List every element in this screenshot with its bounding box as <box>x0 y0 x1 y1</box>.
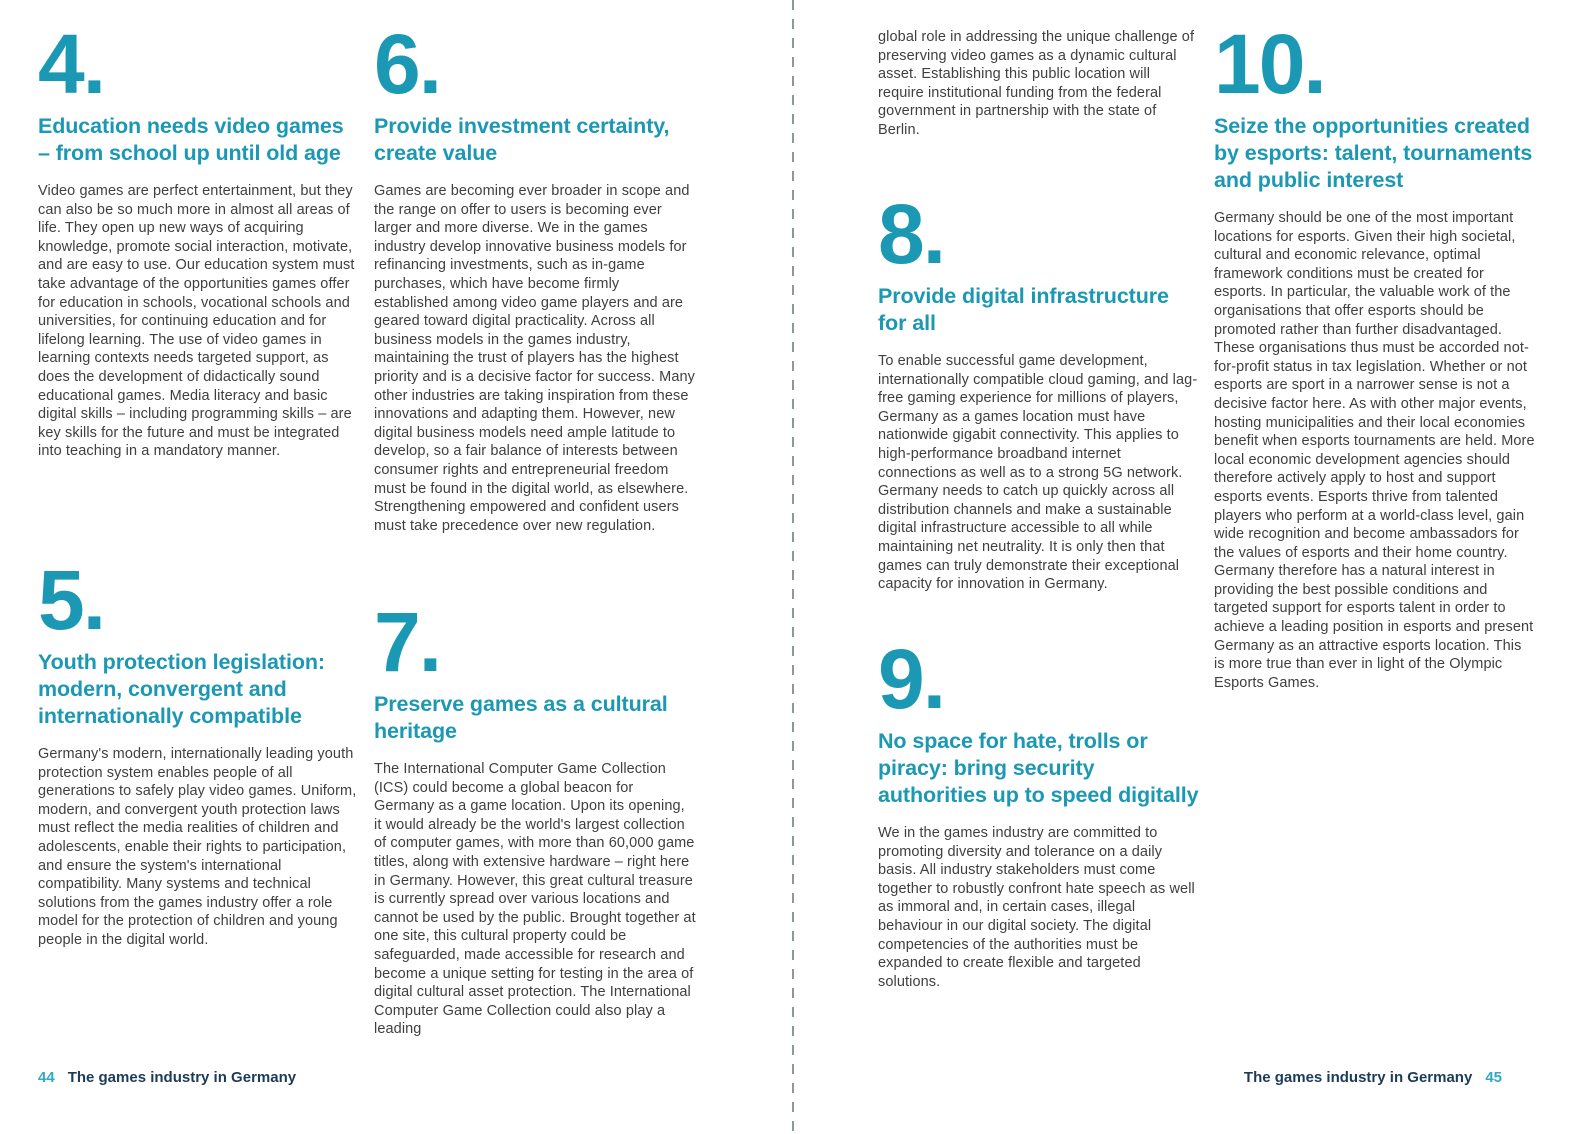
footer-title: The games industry in Germany <box>1243 1069 1473 1086</box>
section-body: Video games are perfect entertainment, but they can also be so much more in almost all areas of life. They open up new ways of acquiring knowledge, promote social interaction, motivate, and are easy to use. Our education system must take advantage of the opportunities games offer for education in schools, vocational schools and universities, for continuing education and for lifelong learning. The use of video games in learning contexts needs targeted support, as does the development of didactically sound educational games. Media literacy and basic digital skills – including programming skills – are key skills for the future and must be integrated into teaching in a mandatory manner. <box>38 183 355 460</box>
section-heading: Education needs video games – from school up until old age <box>38 114 344 165</box>
page-divider-dashed-line <box>792 0 794 1134</box>
section-heading: Youth protection legislation: modern, convergent and internationally compatible <box>38 650 325 728</box>
section-8 <box>878 187 1200 594</box>
footer-right <box>1244 1068 1502 1088</box>
section-9 <box>878 632 1200 991</box>
left-page-column-1 <box>38 0 360 1134</box>
section-heading: Provide investment certainty, create value <box>374 114 670 165</box>
right-page-column-1 <box>878 0 1200 1134</box>
footer-left <box>38 1068 296 1088</box>
page-number: 45 <box>1485 1069 1502 1086</box>
section-number: 10. <box>1214 17 1325 111</box>
section-6 <box>374 17 696 535</box>
section-number: 6. <box>374 17 441 111</box>
right-page-column-2 <box>1214 0 1536 1134</box>
section-heading: Seize the opportunities created by esports: talent, tournaments and public interest <box>1214 114 1533 192</box>
section-number: 5. <box>38 553 105 647</box>
section-7-continuation: global role in addressing the unique challenge of preserving video games as a dynamic cultural asset. Establishing this public location will require institutional funding from the federal government in partnership with the state of Berlin. <box>878 29 1195 138</box>
section-number: 8. <box>878 187 945 281</box>
section-heading: Provide digital infrastructure for all <box>878 284 1169 335</box>
section-4 <box>38 17 360 461</box>
left-page-column-2 <box>374 0 696 1134</box>
page-number: 44 <box>38 1069 55 1086</box>
section-number: 9. <box>878 632 945 726</box>
section-number: 7. <box>374 595 441 689</box>
section-body: We in the games industry are committed to promoting diversity and tolerance on a daily basis. All industry stakeholders must come together to robustly confront hate speech as well as immoral and, in certain cases, illegal behaviour in our digital society. The digital competencies of the authorities must be expanded to create flexible and targeted solutions. <box>878 825 1195 990</box>
section-body: Germany should be one of the most important locations for esports. Given their high societal, cultural and economic relevance, optimal framework conditions must be created for esports. In particular, the valuable work of the organisations that offer esports should be promoted rather than further disadvantaged. These organisations thus must be accorded not-for-profit status in tax legislation. Whether or not esports are sport in a narrower sense is not a decisive factor here. As with other major events, hosting municipalities and their local economies benefit when esports tournaments are held. More local economic development agencies should therefore actively apply to host and support esports events. Esports thrive from talented players who perform at a world-class level, gain wide recognition and become ambassadors for the values of esports and their home country. Germany therefore has a natural interest in providing the best possible conditions and targeted support for esports talent in order to achieve a leading position in esports and present Germany as an attractive esports location. This is more true than ever in light of the Olympic Esports Games. <box>1214 210 1535 691</box>
section-body: To enable successful game development, internationally compatible cloud gaming, and lag-free gaming experience for millions of players, Germany as a games location must have nationwide gigabit connectivity. This applies to high-performance broadband internet connections as well as to a strong 5G network. Germany needs to catch up quickly across all distribution channels and make a sustainable digital infrastructure accessible to all while maintaining net neutrality. It is only then that games can truly demonstrate their exceptional capacity for innovation in Germany. <box>878 353 1198 593</box>
section-body: Games are becoming ever broader in scope and the range on offer to users is becoming ever larger and more diverse. We in the games industry develop innovative business models for refinancing investments, such as in-game purchases, which have become firmly established among video game players and are geared toward digital practicality. Across all business models in the games industry, maintaining the trust of players has the highest priority and is a decisive factor for success. Many other industries are taking inspiration from these innovations and adapting them. However, new digital business models need ample latitude to develop, so a fair balance of interests between consumer rights and entrepreneurial freedom must be found in the digital world, as elsewhere. Strengthening empowered and confident users must take precedence over new regulation. <box>374 183 695 534</box>
section-5 <box>38 553 360 950</box>
section-body: Germany's modern, internationally leading youth protection system enables people of all generations to safely play video games. Uniform, modern, and convergent youth protection laws must reflect the media realities of children and adolescents, enable their rights to participation, and ensure the system's international compatibility. Many systems and technical solutions from the games industry offer a role model for the protection of children and young people in the digital world. <box>38 746 357 948</box>
section-10 <box>1214 17 1536 692</box>
footer-title: The games industry in Germany <box>67 1069 297 1086</box>
section-7 <box>374 595 696 1039</box>
section-number: 4. <box>38 17 105 111</box>
section-heading: Preserve games as a cultural heritage <box>374 692 668 743</box>
section-body: The International Computer Game Collection (ICS) could become a global beacon for Germany as a game location. Upon its opening, it would already be the world's largest collection of computer games, with more than 60,000 game titles, along with extensive hardware – right here in Germany. However, this great cultural treasure is currently spread over various locations and cannot be used by the public. Brought together at one site, this cultural property could be safeguarded, made accessible for research and become a unique setting for testing in the area of digital cultural asset protection. The International Computer Game Collection could also play a leading <box>374 761 696 1038</box>
section-heading: No space for hate, trolls or piracy: bring security authorities up to speed digitally <box>878 729 1199 807</box>
